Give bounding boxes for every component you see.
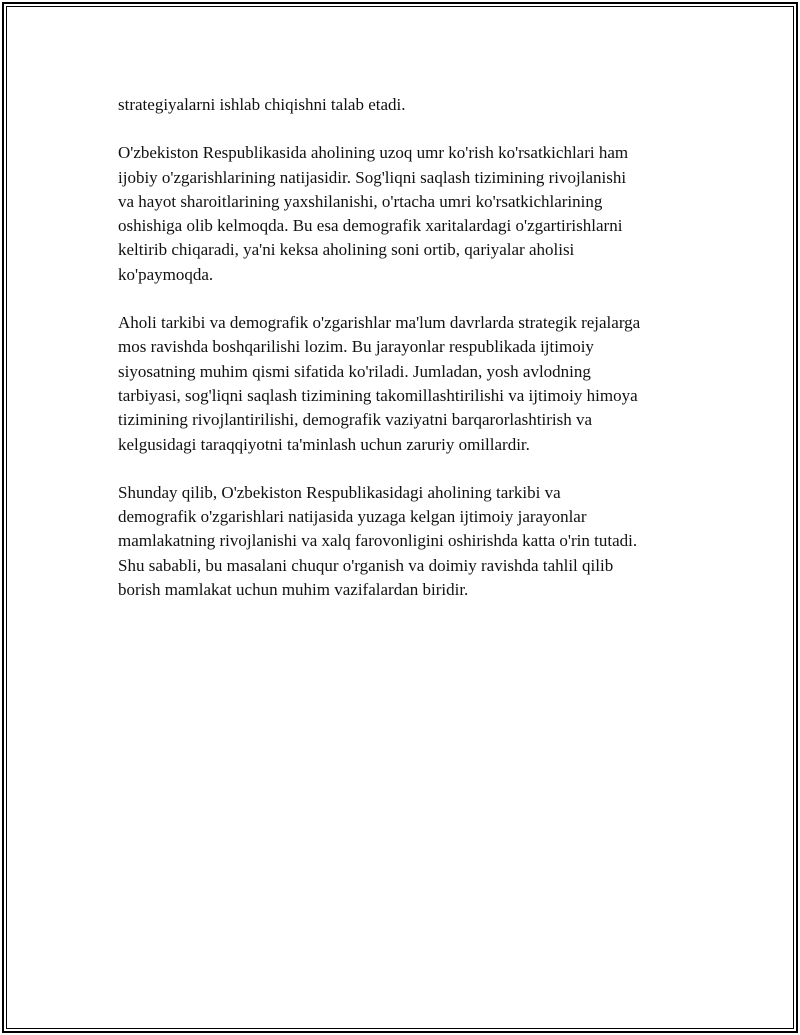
text-line: va hayot sharoitlarining yaxshilanishi, o'rtacha umri ko'rsatkichlarining [118,191,603,211]
text-line: Shunday qilib, O'zbekiston Respublikasidagi aholining tarkibi va [118,482,561,502]
text-line: mos ravishda boshqarilishi lozim. Bu jarayonlar respublikada ijtimoiy [118,337,594,357]
text-line: Aholi tarkibi va demografik o'zgarishlar ma'lum davrlarda strategik rejalarga [118,313,641,333]
paragraph-3 [118,311,708,457]
text-line: kelgusidagi taraqqiyotni ta'minlash uchun zaruriy omillardir. [118,434,530,454]
paragraph-1 [118,93,708,117]
text-line: ijobiy o'zgarishlarining natijasidir. Sog'liqni saqlash tizimining rivojlanishi [118,167,627,187]
text-line: tarbiyasi, sog'liqni saqlash tizimining takomillashtirilishi va ijtimoiy himoya [118,385,638,405]
text-line: borish mamlakat uchun muhim vazifalardan biridir. [118,580,469,600]
text-line: O'zbekiston Respublikasida aholining uzoq umr ko'rish ko'rsatkichlari ham [118,143,629,163]
text-line: siyosatning muhim qismi sifatida ko'riladi. Jumladan, yosh avlodning [118,361,591,381]
text-line: Shu sababli, bu masalani chuqur o'rganish va doimiy ravishda tahlil qilib [118,555,614,575]
document-body [118,93,708,626]
text-line: strategiyalarni ishlab chiqishni talab etadi. [118,95,406,114]
text-line: keltirib chiqaradi, ya'ni keksa aholining soni ortib, qariyalar aholisi [118,240,575,260]
text-line: mamlakatning rivojlanishi va xalq farovonligini oshirishda katta o'rin tutadi. [118,531,638,551]
paragraph-2 [118,141,708,287]
text-line: demografik o'zgarishlari natijasida yuzaga kelgan ijtimoiy jarayonlar [118,507,587,527]
paragraph-4 [118,481,708,602]
text-line: oshishiga olib kelmoqda. Bu esa demografik xaritalardagi o'zgartirishlarni [118,216,623,236]
text-line: tizimining rivojlantirilishi, demografik vaziyatni barqarorlashtirish va [118,410,592,430]
text-line: ko'paymoqda. [118,264,214,284]
